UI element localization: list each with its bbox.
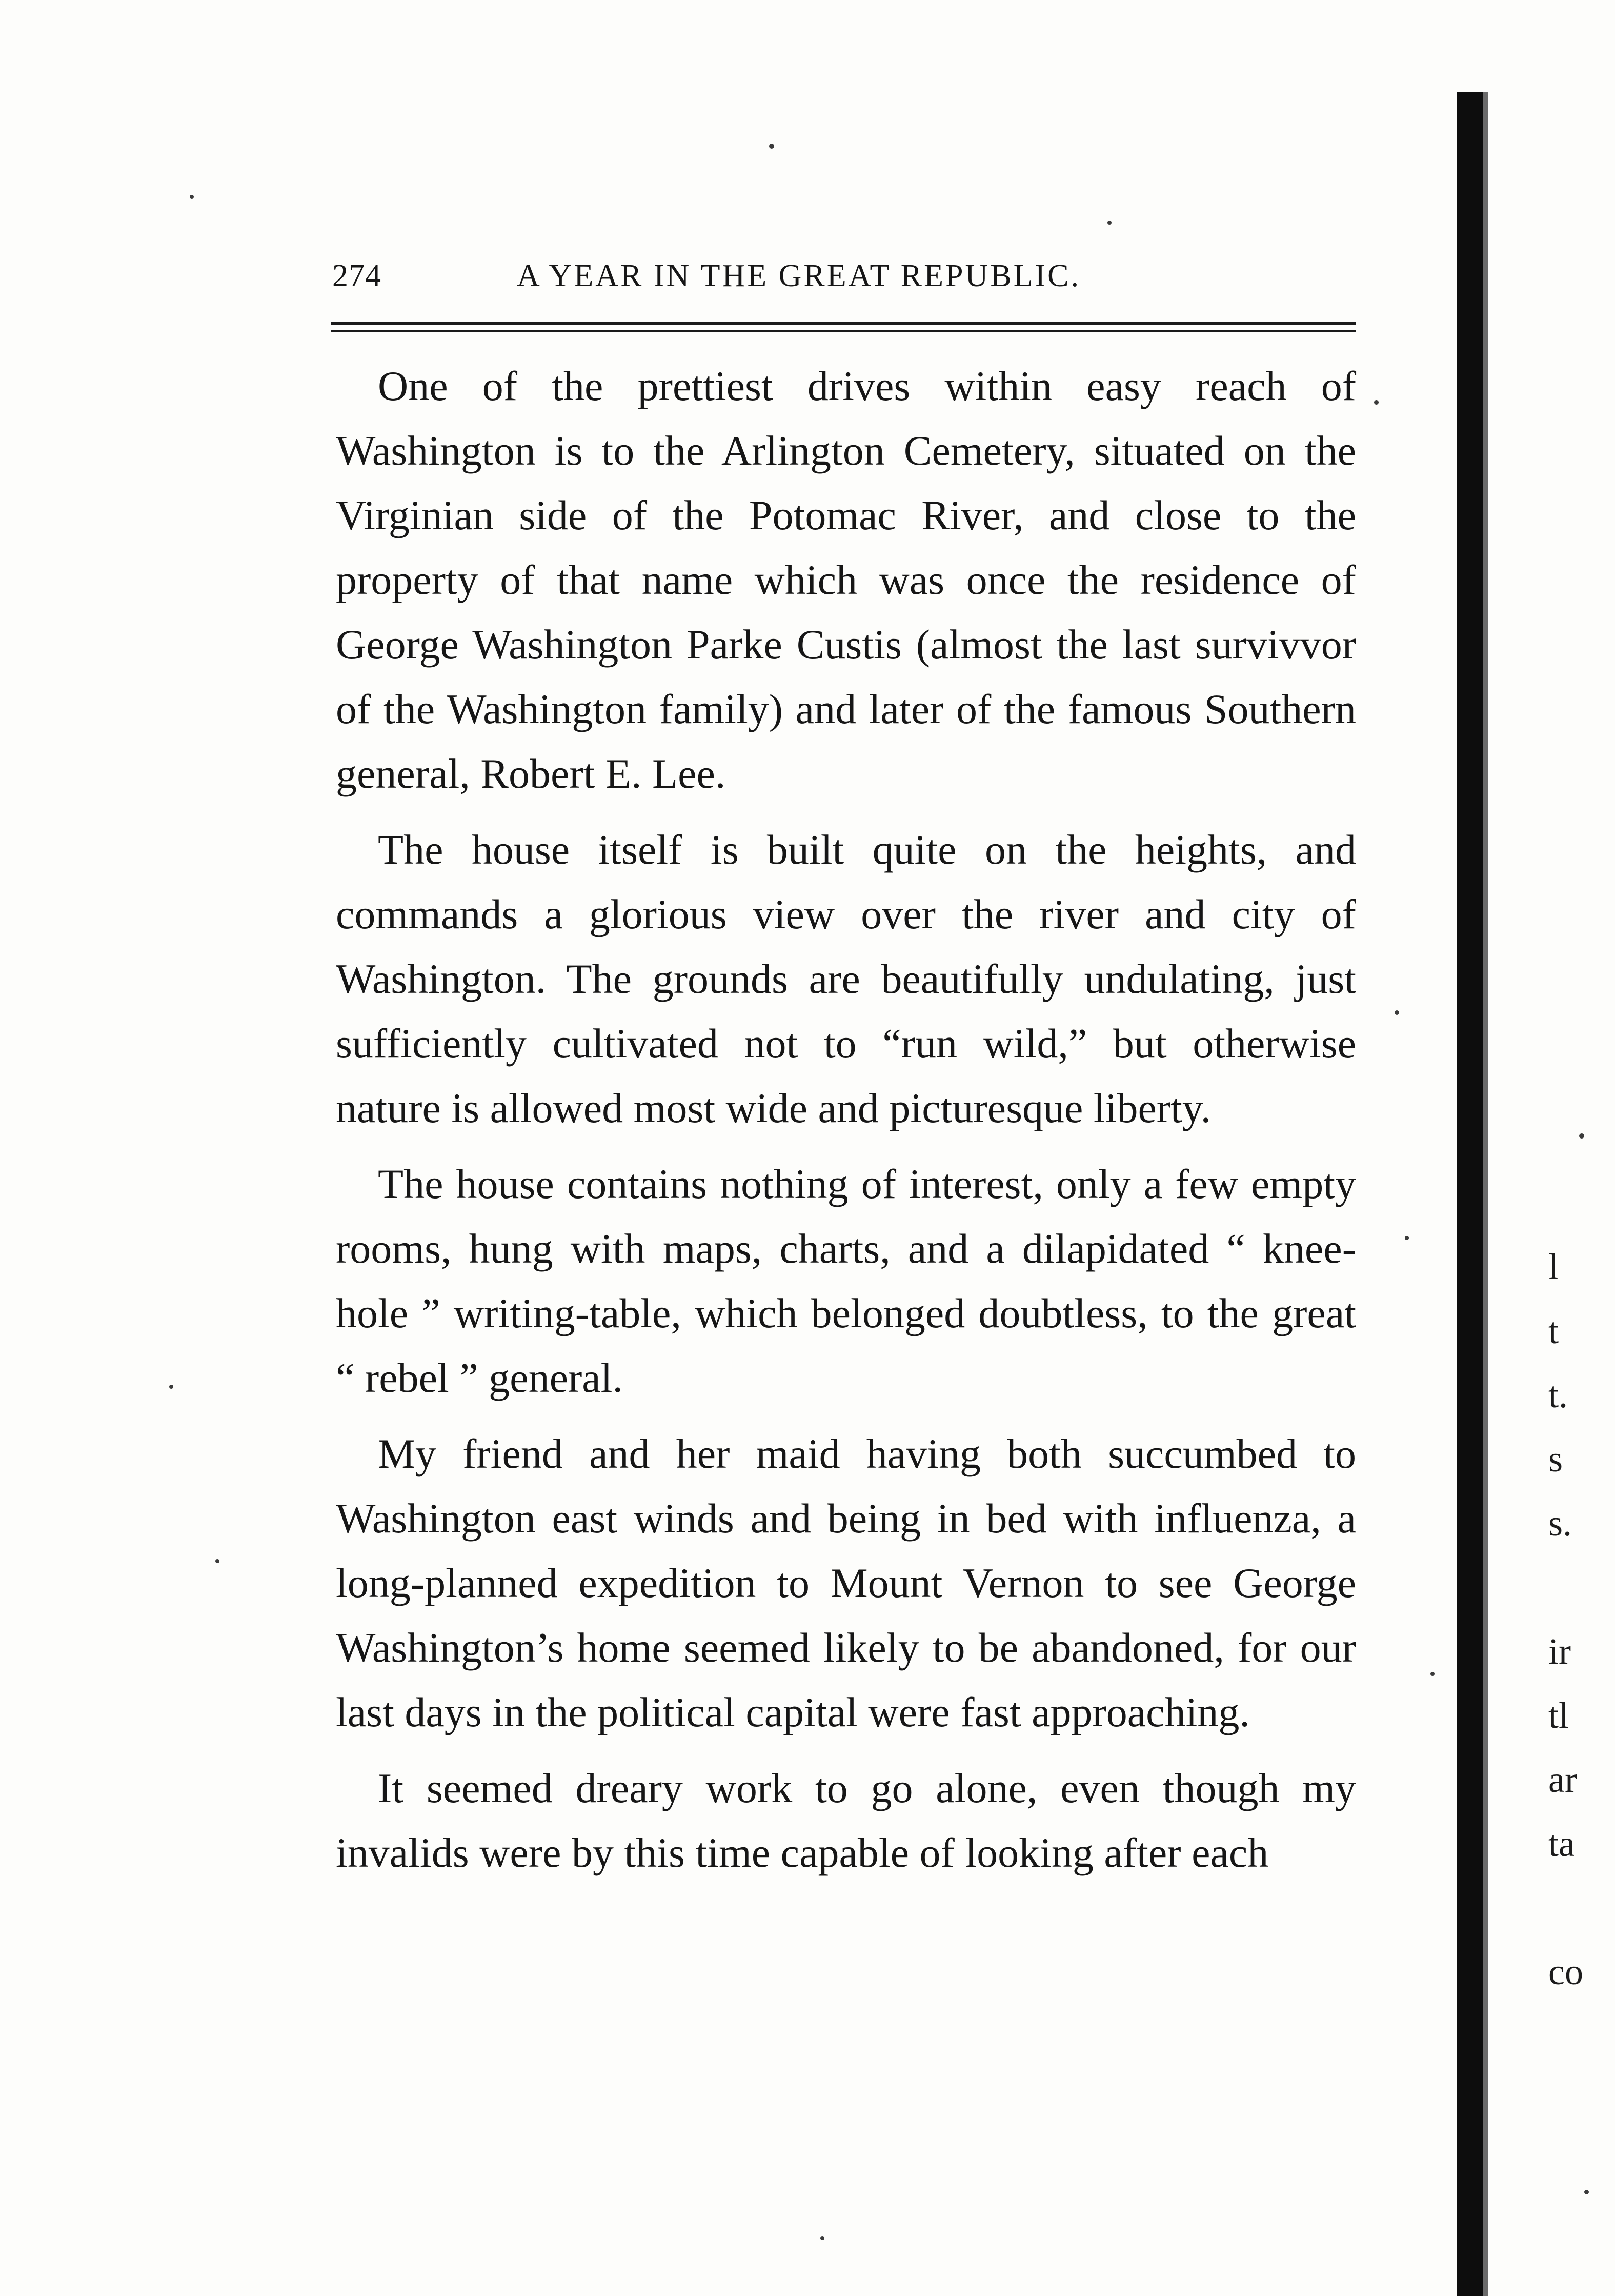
scan-speck (1405, 1236, 1409, 1240)
paragraph-mount-vernon: My friend and her maid having both succumbed to Washington east winds and being in bed with influenza, a long-planned expedition to Mount Vernon to see George Washington’s home seemed likely to be abandoned, for our last days in the political capital were fast approaching. (336, 1430, 1356, 1735)
book-gutter-shadow (1457, 92, 1483, 2296)
book-gutter-edge (1483, 92, 1488, 2296)
header-rule-thin (331, 330, 1356, 332)
paragraph-house-contents: The house contains nothing of interest, only a few empty rooms, hung with maps, charts, and a dilapidated “ knee-hole ” writing-table, which belonged doubtless, to the great “ rebel ” general. (336, 1161, 1356, 1401)
scan-speck (1430, 1672, 1435, 1676)
facing-page-fragment: t. (1548, 1374, 1568, 1415)
running-head (332, 255, 1358, 296)
facing-page-fragment: co (1548, 1951, 1583, 1992)
scan-speck (1374, 400, 1379, 405)
paragraph-house-heights: The house itself is built quite on the heights, and commands a glorious view over the river and city of Washington. The grounds are beautifully undulating, just sufficiently cultivated not to “run wild,” but otherwise nature is allowed most wide and picturesque liberty. (336, 826, 1356, 1131)
scan-speck (1107, 221, 1112, 225)
scan-speck (820, 2236, 824, 2240)
facing-page-fragment: l (1548, 1246, 1559, 1287)
paragraph-going-alone: It seemed dreary work to go alone, even though my invalids were by this time capable of looking after each (336, 1765, 1356, 1876)
scan-speck (169, 1385, 173, 1389)
facing-page-fragment: ir (1548, 1631, 1571, 1672)
scan-speck (769, 144, 774, 149)
scan-speck (1584, 2190, 1589, 2194)
header-rule-thick (331, 322, 1356, 325)
body-text (336, 354, 1356, 1885)
facing-page-fragment: ar (1548, 1759, 1577, 1800)
facing-page-fragment: t (1548, 1310, 1559, 1351)
page-number: 274 (332, 258, 381, 293)
scan-speck (215, 1559, 219, 1563)
facing-page-fragment: ta (1548, 1823, 1575, 1864)
scan-speck (190, 195, 194, 199)
facing-page-fragment: s. (1548, 1503, 1572, 1544)
running-title: A YEAR IN THE GREAT REPUBLIC. (517, 258, 1081, 293)
facing-page-fragment: s (1548, 1439, 1563, 1480)
scan-speck (1395, 1010, 1399, 1015)
facing-page-fragment: tl (1548, 1695, 1569, 1736)
paragraph-arlington: One of the prettiest drives within easy reach of Washington is to the Arlington Cemetery, situated on the Virginian side of the Potomac River, and close to the property of that name which was once the residence of George Washington Parke Custis (almost the last survivvor of the Washington family) and later of the famous Southern general, Robert E. Lee. (336, 363, 1356, 797)
scan-speck (1579, 1133, 1584, 1139)
